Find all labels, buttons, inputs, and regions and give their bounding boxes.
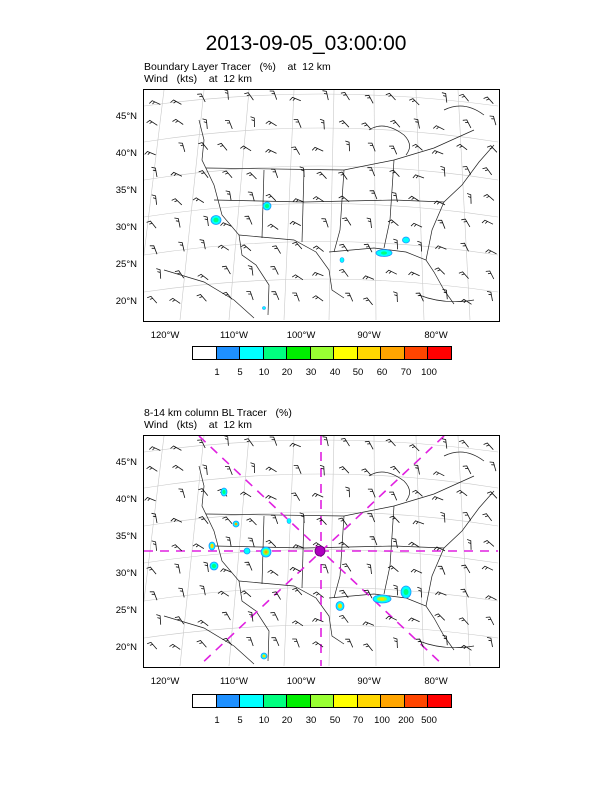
wind-barb	[271, 638, 279, 646]
wind-barb	[245, 562, 253, 570]
wind-barb	[482, 220, 493, 224]
colorbar-swatch	[264, 695, 288, 707]
wind-barb	[390, 466, 400, 473]
wind-barb	[197, 295, 207, 302]
wind-barb	[417, 587, 421, 597]
wind-barb	[294, 120, 301, 128]
wind-barb	[147, 466, 158, 471]
wind-barb	[240, 146, 251, 151]
colorbar-swatch	[193, 695, 217, 707]
wind-barb	[365, 95, 373, 103]
wind-barb	[290, 97, 301, 100]
wind-barb	[433, 126, 444, 130]
colorbar-label: 100	[421, 367, 437, 378]
panel1-colorbar	[192, 346, 452, 360]
wind-barb	[442, 93, 447, 103]
wind-barb	[248, 538, 254, 547]
wind-barb	[248, 192, 254, 201]
wind-barb	[342, 564, 351, 572]
wind-barb	[417, 241, 421, 251]
panel2-subtitle-wind: Wind (kts) at 12 km	[144, 419, 252, 431]
wind-barb	[459, 272, 469, 279]
colorbar-swatch	[405, 695, 429, 707]
wind-barb	[363, 276, 374, 280]
panel1-lon-label: 110°W	[220, 330, 248, 341]
wind-barb	[483, 168, 492, 175]
wind-barb	[266, 150, 277, 154]
wind-barb	[222, 171, 232, 178]
colorbar-label: 40	[329, 367, 341, 378]
wind-barb	[482, 566, 493, 570]
wind-barb	[248, 612, 253, 622]
panel2-lon-label: 90°W	[357, 676, 381, 687]
wind-barb	[226, 537, 231, 547]
wind-barb	[152, 195, 157, 205]
panel2-lon-label: 80°W	[424, 676, 448, 687]
wind-barb	[197, 641, 207, 648]
wind-barb	[222, 612, 230, 620]
wind-barb	[370, 191, 377, 199]
colorbar-swatch	[264, 347, 288, 359]
wind-barb	[203, 465, 208, 475]
wind-barb	[156, 269, 160, 279]
wind-barb	[435, 268, 445, 274]
wind-barb	[409, 272, 420, 276]
wind-barb	[365, 441, 373, 449]
wind-barb	[317, 172, 327, 179]
panel1-lat-label: 40°N	[115, 148, 137, 159]
wind-barb	[345, 141, 349, 151]
colorbar-swatch	[311, 695, 335, 707]
panel2-lon-label: 100°W	[286, 676, 316, 687]
wind-barb	[438, 220, 445, 228]
wind-barb	[483, 514, 492, 521]
wind-barb	[392, 539, 398, 549]
wind-barb	[149, 101, 160, 105]
wind-barb	[390, 516, 400, 523]
wind-barb	[251, 463, 255, 473]
wind-barb	[386, 270, 397, 274]
wind-barb	[312, 493, 323, 497]
panel1-lon-label: 90°W	[357, 330, 381, 341]
wind-barb	[461, 565, 470, 573]
wind-barb	[486, 271, 494, 279]
panel2-lat-label: 25°N	[115, 605, 137, 616]
wind-barb	[145, 152, 156, 155]
wind-barb	[338, 518, 347, 525]
wind-barb	[393, 638, 397, 648]
wind-barb	[147, 296, 157, 303]
colorbar-swatch	[217, 695, 241, 707]
panel1-wind-barbs	[145, 90, 497, 305]
wind-barb	[432, 151, 443, 154]
wind-barb	[198, 620, 209, 626]
panel2-subtitle-tracer: 8-14 km column BL Tracer (%)	[144, 407, 292, 419]
colorbar-swatch	[311, 347, 335, 359]
wind-barb	[438, 566, 445, 574]
colorbar-swatch	[217, 347, 241, 359]
wind-barb	[222, 517, 232, 524]
wind-barb	[440, 166, 445, 176]
panel1-lon-label: 100°W	[286, 330, 316, 341]
colorbar-swatch	[240, 347, 264, 359]
wind-barb	[291, 493, 299, 501]
wind-barb	[241, 591, 251, 597]
wind-barb	[339, 269, 348, 276]
panel1-lon-label: 120°W	[150, 330, 180, 341]
colorbar-swatch	[358, 347, 382, 359]
wind-barb	[409, 618, 420, 622]
wind-barb	[461, 645, 472, 650]
wind-barb	[149, 447, 160, 451]
wind-barb	[461, 219, 470, 227]
wind-barb	[218, 591, 229, 596]
wind-barb	[179, 489, 185, 498]
wind-barb	[272, 592, 281, 600]
colorbar-swatch	[381, 347, 405, 359]
wind-barb	[240, 492, 251, 497]
wind-barb	[363, 298, 372, 305]
wind-barb	[490, 462, 496, 471]
wind-barb	[341, 438, 350, 446]
wind-barb	[413, 521, 424, 524]
colorbar-label: 70	[400, 367, 412, 378]
wind-barb	[197, 94, 205, 102]
panel2-lon-label: 120°W	[150, 676, 180, 687]
wind-barb	[203, 119, 208, 129]
colorbar-label: 1	[214, 367, 220, 378]
wind-barb	[198, 274, 209, 280]
panel2-map	[143, 435, 500, 668]
wind-barb	[173, 119, 184, 124]
wind-barb	[172, 199, 182, 205]
panel2-lon-label: 110°W	[220, 676, 248, 687]
wind-barb	[367, 514, 374, 522]
wind-barb	[390, 120, 400, 127]
wind-barb	[390, 170, 400, 177]
wind-barb	[270, 437, 277, 446]
panel2-lat-label: 30°N	[115, 568, 137, 579]
wind-barb	[226, 191, 231, 201]
wind-barb	[432, 497, 443, 500]
wind-barb	[247, 519, 257, 525]
colorbar-swatch	[287, 347, 311, 359]
wind-barb	[339, 615, 348, 622]
wind-barb	[251, 117, 255, 127]
colorbar-swatch	[428, 347, 451, 359]
colorbar-swatch	[240, 695, 264, 707]
panel1-coastlines	[164, 106, 494, 318]
colorbar-label: 20	[281, 367, 293, 378]
wind-barb	[435, 614, 445, 620]
wind-barb	[147, 221, 157, 228]
wind-barb	[290, 443, 301, 446]
wind-barb	[271, 292, 279, 300]
wind-barb	[486, 617, 494, 625]
colorbar-swatch	[428, 695, 451, 707]
wind-barb	[266, 540, 276, 547]
wind-barb	[266, 496, 277, 500]
wind-barb	[490, 116, 496, 125]
wind-barb	[241, 245, 251, 251]
wind-barb	[312, 273, 323, 276]
wind-barb	[174, 218, 180, 228]
colorbar-label: 50	[352, 367, 364, 378]
wind-barb	[246, 291, 253, 300]
wind-barb	[411, 569, 422, 573]
colorbar-label: 1	[214, 715, 220, 726]
wind-barb	[313, 296, 324, 301]
wind-barb	[457, 490, 468, 496]
wind-barb	[145, 498, 156, 501]
colorbar-label: 5	[237, 367, 243, 378]
wind-barb	[294, 466, 301, 474]
wind-barb	[457, 144, 468, 150]
colorbar-swatch	[381, 695, 405, 707]
panel1-subtitle-tracer: Boundary Layer Tracer (%) at 12 km	[144, 61, 331, 73]
wind-barb	[321, 219, 328, 228]
wind-barb	[461, 299, 472, 304]
wind-barb	[463, 120, 471, 128]
wind-barb	[393, 585, 397, 595]
wind-barb	[467, 540, 471, 550]
colorbar-label: 200	[398, 715, 414, 726]
colorbar-label: 30	[305, 715, 317, 726]
wind-barb	[487, 291, 493, 301]
wind-barb	[312, 147, 323, 151]
panel2-lat-label: 35°N	[115, 531, 137, 542]
wind-barb	[203, 562, 208, 572]
wind-barb	[270, 613, 278, 621]
panel1-map	[143, 89, 500, 322]
wind-barb	[270, 267, 278, 275]
wind-barb	[342, 218, 351, 226]
wind-barb	[409, 99, 419, 105]
colorbar-label: 500	[421, 715, 437, 726]
wind-barb	[411, 223, 422, 227]
wind-barb	[271, 169, 278, 178]
panel1-lat-label: 45°N	[115, 111, 137, 122]
colorbar-swatch	[334, 347, 358, 359]
wind-barb	[367, 168, 374, 176]
wind-barb	[156, 615, 160, 625]
colorbar-label: 70	[352, 715, 364, 726]
wind-barb	[389, 492, 397, 500]
wind-barb	[292, 639, 299, 647]
wind-barb	[272, 246, 281, 254]
wind-barb	[193, 544, 204, 549]
wind-barb	[363, 644, 372, 651]
wind-barb	[370, 537, 377, 545]
wind-barb	[345, 639, 353, 647]
wind-barb	[266, 467, 277, 472]
wind-barb	[367, 564, 372, 574]
panel2-lat-label: 40°N	[115, 494, 137, 505]
wind-barb	[339, 467, 349, 474]
wind-barb	[392, 193, 398, 203]
wind-barb	[222, 266, 230, 274]
wind-barb	[224, 436, 229, 446]
wind-barb	[367, 218, 372, 228]
wind-barb	[248, 266, 253, 276]
colorbar-label: 50	[329, 715, 341, 726]
wind-barb	[393, 239, 397, 249]
wind-barb	[416, 293, 424, 301]
wind-barb	[266, 121, 277, 126]
wind-barb	[389, 146, 397, 154]
wind-barb	[413, 175, 424, 178]
wind-barb	[290, 221, 301, 225]
colorbar-swatch	[405, 347, 429, 359]
wind-barb	[323, 91, 329, 100]
wind-barb	[323, 437, 329, 446]
panel1-lat-label: 35°N	[115, 185, 137, 196]
panel1-lat-label: 20°N	[115, 296, 137, 307]
wind-barb	[152, 541, 157, 551]
wind-barb	[266, 194, 276, 201]
wind-barb	[463, 466, 471, 474]
colorbar-swatch	[334, 695, 358, 707]
panel1-lat-label: 25°N	[115, 259, 137, 270]
colorbar-label: 60	[376, 367, 388, 378]
wind-barb	[412, 490, 422, 496]
wind-barb	[224, 90, 229, 100]
panel2-lat-label: 45°N	[115, 457, 137, 468]
wind-barb	[409, 445, 419, 451]
wind-barb	[345, 293, 353, 301]
wind-barb	[292, 293, 299, 301]
wind-barb	[313, 592, 324, 598]
wind-barb	[440, 512, 445, 522]
wind-barb	[268, 570, 279, 575]
wind-barb	[484, 541, 494, 547]
colorbar-label: 5	[237, 715, 243, 726]
wind-barb	[484, 195, 494, 201]
wind-barb	[291, 147, 299, 155]
wind-barb	[414, 465, 420, 475]
wind-barb	[386, 439, 396, 446]
wind-barb	[193, 198, 204, 203]
wind-barb	[313, 197, 324, 202]
wind-barb	[270, 91, 277, 100]
wind-barb	[245, 216, 253, 224]
wind-barb	[290, 567, 301, 571]
wind-barb	[442, 439, 447, 449]
wind-barb	[218, 245, 229, 250]
wind-barb	[463, 513, 471, 521]
panel2-colorbar	[192, 694, 452, 708]
page-title: 2013-09-05_03:00:00	[205, 32, 407, 55]
colorbar-label: 10	[258, 715, 270, 726]
panel2-lat-label: 20°N	[115, 642, 137, 653]
wind-barb	[386, 93, 396, 100]
colorbar-label: 10	[258, 367, 270, 378]
wind-barb	[463, 167, 471, 175]
panel1-lat-label: 30°N	[115, 222, 137, 233]
wind-barb	[459, 94, 468, 101]
colorbar-swatch	[193, 347, 217, 359]
wind-barb	[147, 642, 157, 649]
wind-barb	[225, 121, 232, 129]
wind-barb	[147, 567, 157, 574]
wind-barb	[174, 564, 180, 574]
wind-barb	[338, 172, 347, 179]
panel1-subtitle-wind: Wind (kts) at 12 km	[144, 73, 252, 85]
wind-barb	[147, 120, 158, 125]
wind-barb	[368, 143, 375, 151]
panel1-lon-label: 80°W	[424, 330, 448, 341]
wind-barb	[412, 144, 422, 150]
wind-barb	[484, 97, 494, 104]
wind-barb	[487, 637, 493, 647]
wind-barb	[170, 298, 181, 303]
panel1-tracer-contours	[211, 202, 410, 310]
wind-barb	[459, 440, 468, 447]
wind-barb	[321, 565, 328, 574]
colorbar-label: 20	[281, 715, 293, 726]
colorbar-label: 30	[305, 367, 317, 378]
wind-barb	[368, 489, 375, 497]
wind-barb	[173, 465, 184, 470]
wind-barb	[467, 194, 471, 204]
wind-barb	[414, 119, 420, 129]
wind-barb	[484, 443, 494, 450]
wind-barb	[313, 246, 324, 252]
wind-barb	[393, 292, 397, 302]
wind-barb	[268, 224, 279, 229]
wind-barb	[172, 545, 182, 551]
wind-barb	[225, 467, 232, 475]
wind-barb	[203, 216, 208, 226]
wind-barb	[170, 644, 181, 649]
wind-barb	[246, 637, 253, 646]
colorbar-swatch	[358, 695, 382, 707]
wind-barb	[459, 618, 469, 625]
wind-barb	[339, 121, 349, 128]
wind-barb	[363, 622, 374, 626]
colorbar-label: 100	[374, 715, 390, 726]
wind-barb	[247, 173, 257, 179]
wind-barb	[271, 515, 278, 524]
wind-barb	[345, 487, 349, 497]
colorbar-swatch	[287, 695, 311, 707]
wind-barb	[218, 143, 228, 150]
wind-barb	[179, 143, 185, 152]
wind-barb	[433, 472, 444, 476]
wind-barb	[341, 92, 350, 100]
